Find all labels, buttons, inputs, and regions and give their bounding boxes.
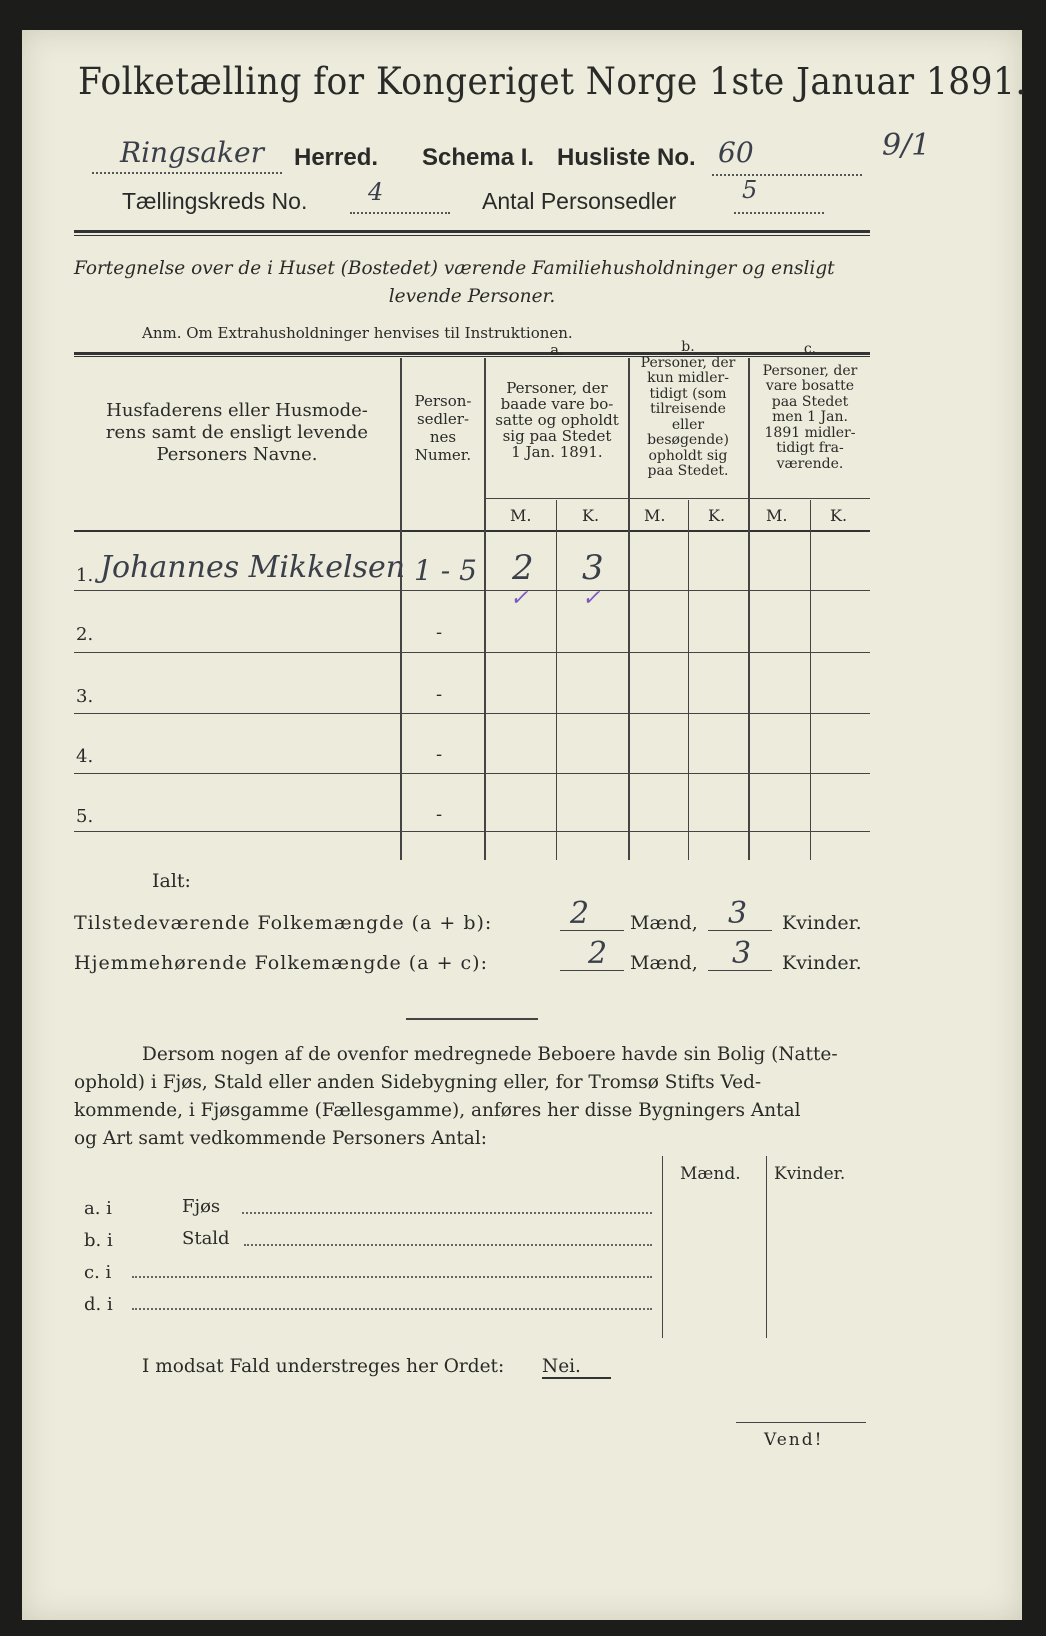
intro-line-1: Fortegnelse over de i Huset (Bostedet) værende Familiehusholdninger og ensligt [74,258,835,279]
row-number: 3. [76,686,94,707]
total-present-k: 3 [728,896,748,931]
col-b-line: eller [671,416,705,433]
kvinder-label: Kvinder. [782,952,862,974]
building-row-a-name: Fjøs [182,1196,221,1217]
mk-divider [810,500,811,860]
col-a-line: baade vare bo- [500,395,614,413]
ialt-label: Ialt: [152,870,191,892]
vend-text: Vend! [764,1430,824,1450]
row-a-k-check: ✓ [582,586,601,611]
husliste-label: Husliste No. [557,144,696,171]
col-b-m: M. [644,506,666,525]
col-c-line: værende. [776,455,844,472]
maend-label: Mænd, [630,952,698,974]
corner-mark: 9/1 [882,128,931,163]
col-c-line: vare bosatte [765,378,855,394]
col-name-line: Husfaderens eller Husmode- [106,400,368,421]
antal-field [734,176,824,214]
col-a-k: K. [582,506,600,525]
building-row-c-letter: c. i [84,1262,112,1283]
row-person-number: - [436,622,443,643]
col-header-b [628,340,748,480]
col-header-number [402,392,484,464]
header-rule-thin [74,235,870,236]
col-b-letter: b. [681,339,695,355]
table-head-rule [74,530,870,532]
col-b-line: Personer, der [640,354,736,371]
building-row-b-letter: b. i [84,1230,113,1251]
antal-label: Antal Personsedler [482,188,677,214]
col-c-line: 1891 midler- [764,424,856,441]
col-c-letter: c. [803,341,817,357]
col-b-line: tidigt (som [649,385,727,402]
total-resident-k: 3 [732,936,752,971]
total-resident-m: 2 [588,936,608,971]
col-a-line: sig paa Stedet [502,427,612,445]
col-c-k: K. [830,506,848,525]
paragraph-line-1: Dersom nogen af de ovenfor medregnede Beboere havde sin Bolig (Natte- [142,1044,838,1065]
herred-field [92,138,282,174]
col-num-line: Numer. [414,446,472,464]
mk-divider [688,500,689,860]
buildings-kvinder-header: Kvinder. [774,1164,846,1184]
col-num-line: sedler- [416,410,470,428]
buildings-divider [662,1156,663,1338]
col-a-line: Personer, der [506,379,608,397]
row-number: 2. [76,624,94,645]
col-c-line: paa Stedet [771,393,849,410]
row-a-m-check: ✓ [510,586,529,611]
building-row-c-dots [132,1276,652,1278]
row-number: 4. [76,746,94,767]
kreds-label: Tællingskreds No. [122,188,308,214]
col-header-c [750,342,870,472]
kvinder-label: Kvinder. [782,912,862,934]
row-person-number: 1 - 5 [414,554,477,587]
col-a-letter: a. [550,341,564,359]
row-number: 5. [76,806,94,827]
buildings-divider [766,1156,767,1338]
col-a-m: M. [510,506,532,525]
header-rule [74,230,870,233]
mk-divider [556,500,557,860]
col-c-line: tidigt fra- [776,440,844,456]
col-c-line: Personer, der [762,362,858,379]
intro-line-2: levende Personer. [388,286,556,307]
col-b-line: besøgende) [647,432,729,448]
mk-divider [484,498,870,499]
col-header-a [486,342,628,460]
row-person-number: - [436,744,443,765]
building-row-a-dots [242,1212,652,1214]
total-present-m: 2 [570,896,590,931]
total-resident-label: Hjemmehørende Folkemængde (a + c): [74,952,488,974]
maend-label: Mænd, [630,912,698,934]
form-title: Folketælling for Kongeriget Norge 1ste Januar 1891. [78,60,1027,103]
col-b-line: opholdt sig [648,447,728,464]
modsat-text: I modsat Fald understreges her Ordet: [142,1356,505,1377]
total-present-m-field [560,896,624,931]
husliste-field [712,136,862,176]
col-c-line: men 1 Jan. [772,409,848,425]
col-b-line: kun midler- [647,370,729,386]
husliste-value: 60 [718,136,754,169]
row-line [74,713,870,714]
col-num-line: Person- [414,392,472,410]
row-line [74,831,870,832]
col-b-k: K. [708,506,726,525]
herred-label: Herred. [294,144,379,171]
col-c-m: M. [766,506,788,525]
col-b-line: paa Stedet. [647,463,729,479]
row-a-m-value: 2 [512,548,534,588]
building-row-d-letter: d. i [84,1294,113,1315]
vend-rule [736,1422,866,1423]
kreds-field [350,180,450,214]
row-number: 1. [76,565,94,586]
paragraph-line-2: ophold) i Fjøs, Stald eller anden Sidebygning eller, for Tromsø Stifts Ved- [74,1072,762,1093]
schema-label: Schema I. [422,144,535,171]
kreds-value: 4 [368,178,384,206]
building-row-b-dots [244,1244,652,1246]
col-a-line: satte og opholdt [495,411,619,429]
total-present-k-field [708,896,772,931]
row-person-number: - [436,684,443,705]
row-line [74,652,870,653]
total-present-label: Tilstedeværende Folkemængde (a + b): [74,912,493,934]
paragraph-line-3: kommende, i Fjøsgamme (Fællesgamme), anføres her disse Bygningers Antal [74,1100,801,1121]
col-a-line: 1 Jan. 1891. [511,443,603,461]
antal-value: 5 [742,176,758,204]
row-line [74,590,870,591]
buildings-maend-header: Mænd. [680,1164,741,1184]
nei-word: Nei. [542,1356,611,1379]
anm-note: Anm. Om Extrahusholdninger henvises til Instruktionen. [142,324,573,342]
building-row-d-dots [132,1308,652,1310]
section-divider [406,1018,538,1020]
col-name-line: rens samt de ensligt levende [105,422,369,443]
row-line [74,773,870,774]
paragraph-line-4: og Art samt vedkommende Personers Antal: [74,1128,487,1149]
building-row-b-name: Stald [182,1228,230,1249]
col-name-line: Personers Navne. [156,444,318,465]
total-resident-m-field [560,936,624,971]
col-num-line: nes [429,428,457,446]
total-resident-k-field [708,936,772,971]
census-form-page [22,30,1027,1620]
row-person-number: - [436,804,443,825]
col-header-names [74,400,400,466]
col-b-line: tilreisende [650,401,726,417]
row-a-k-value: 3 [582,548,604,588]
building-row-a-letter: a. i [84,1198,112,1219]
row-name: Johannes Mikkelsen [100,550,406,585]
herred-value: Ringsaker [120,136,264,169]
